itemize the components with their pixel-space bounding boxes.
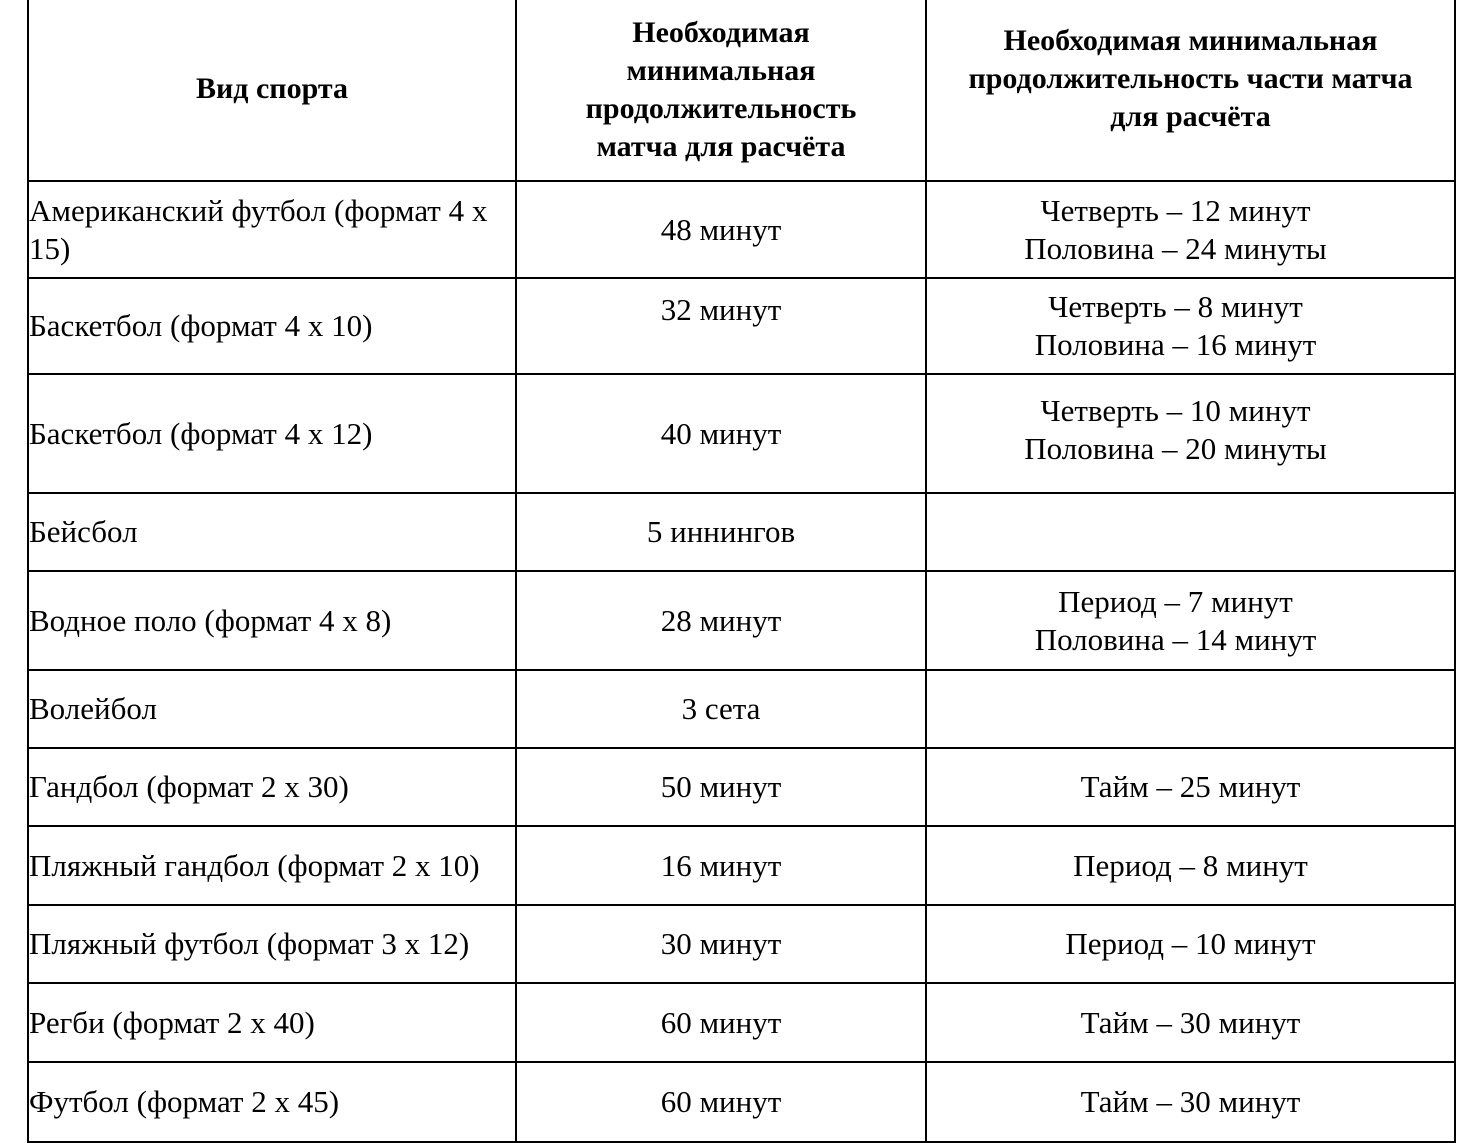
- part-duration-line: Период – 7 минут: [1058, 583, 1293, 619]
- match-duration-cell: 16 минут: [516, 826, 926, 905]
- header-match-duration: Необходимая минимальная продолжительность матча для расчёта: [516, 0, 926, 181]
- part-duration-line: Половина – 16 минут: [1034, 327, 1317, 362]
- match-duration-cell: 60 минут: [516, 1062, 926, 1142]
- table-row: [28, 571, 1455, 670]
- match-duration-cell: 30 минут: [516, 905, 926, 983]
- part-duration-cell: Тайм – 30 минут: [926, 1062, 1455, 1142]
- match-duration-cell: 5 иннингов: [516, 493, 926, 571]
- table-row: [28, 670, 1455, 748]
- part-duration-cell: Период – 10 минут: [926, 905, 1455, 983]
- table-row: [28, 181, 1455, 278]
- part-duration-line: Половина – 24 минуты: [1024, 230, 1327, 266]
- part-duration-line: Четверть – 12 минут: [1040, 192, 1311, 228]
- sport-cell: Регби (формат 2 х 40): [28, 983, 516, 1062]
- header-sport: Вид спорта: [28, 0, 516, 181]
- table-row: [28, 493, 1455, 571]
- part-duration-cell: [926, 670, 1455, 748]
- sport-cell: Американский футбол (формат 4 х 15): [28, 181, 516, 278]
- sport-cell: Пляжный гандбол (формат 2 х 10): [28, 826, 516, 905]
- part-duration-line: Четверть – 8 минут: [1048, 289, 1303, 324]
- part-duration-cell: Тайм – 30 минут: [926, 983, 1455, 1062]
- table-row: [28, 1062, 1455, 1142]
- match-duration-cell: 40 минут: [516, 374, 926, 493]
- part-duration-cell: [926, 493, 1455, 571]
- sport-cell: Волейбол: [28, 670, 516, 748]
- match-duration-cell: 48 минут: [516, 181, 926, 278]
- table-row: [28, 905, 1455, 983]
- part-duration-cell: [926, 278, 1455, 374]
- sport-cell: Баскетбол (формат 4 х 12): [28, 374, 516, 493]
- sport-cell: Пляжный футбол (формат 3 х 12): [28, 905, 516, 983]
- sport-cell: Бейсбол: [28, 493, 516, 571]
- part-duration-line: Половина – 20 минуты: [1024, 430, 1327, 466]
- match-duration-cell: 3 сета: [516, 670, 926, 748]
- sports-duration-table: [27, 0, 1456, 1143]
- match-duration-cell: 50 минут: [516, 748, 926, 826]
- part-duration-line: Половина – 14 минут: [1034, 621, 1317, 657]
- match-duration-cell: 28 минут: [516, 571, 926, 670]
- sport-cell: Гандбол (формат 2 х 30): [28, 748, 516, 826]
- match-duration-cell: 32 минут: [516, 278, 926, 374]
- header-part-duration: Необходимая минимальная продолжительность части матча для расчёта: [926, 0, 1455, 181]
- sport-cell: Водное поло (формат 4 х 8): [28, 571, 516, 670]
- table-row: [28, 374, 1455, 493]
- table-row: [28, 748, 1455, 826]
- part-duration-cell: [926, 571, 1455, 670]
- part-duration-line: Четверть – 10 минут: [1040, 392, 1311, 428]
- part-duration-cell: Период – 8 минут: [926, 826, 1455, 905]
- part-duration-cell: Тайм – 25 минут: [926, 748, 1455, 826]
- match-duration-cell: 60 минут: [516, 983, 926, 1062]
- part-duration-cell: [926, 374, 1455, 493]
- part-duration-cell: [926, 181, 1455, 278]
- header-row: [28, 0, 1455, 181]
- sport-cell: Футбол (формат 2 х 45): [28, 1062, 516, 1142]
- table-row: [28, 278, 1455, 374]
- sport-cell: Баскетбол (формат 4 х 10): [28, 278, 516, 374]
- table-row: [28, 826, 1455, 905]
- table-row: [28, 983, 1455, 1062]
